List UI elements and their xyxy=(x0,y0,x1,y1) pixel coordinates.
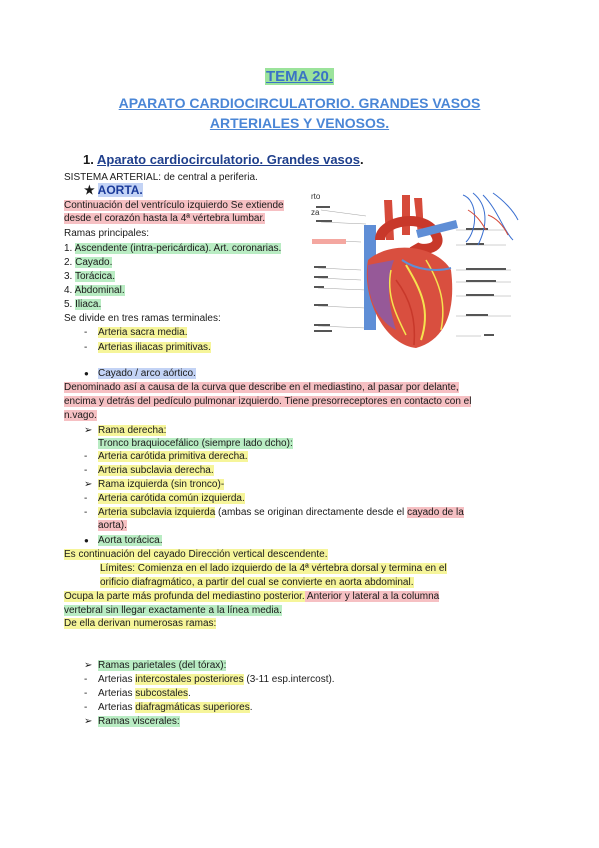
section-heading-period: . xyxy=(359,152,364,167)
list-item: ➢ Rama derecha: xyxy=(84,425,167,436)
list-item: - Arterias diafragmáticas superiores. xyxy=(84,702,253,713)
list-item: 3. Torácica. xyxy=(64,271,115,282)
list-item: - Arterias intercostales posteriores (3-11 esp.intercost). xyxy=(84,674,335,685)
list-item: - Arterias iliacas primitivas. xyxy=(84,342,211,353)
text-line: n.vago. xyxy=(64,410,97,421)
topic-title: TEMA 20. xyxy=(266,68,333,85)
text-line: aorta). xyxy=(98,520,127,531)
inset-svg xyxy=(458,190,520,248)
circulation-inset-diagram xyxy=(458,190,520,248)
list-item: - Arterias subcostales. xyxy=(84,688,191,699)
list-item: 5. Iliaca. xyxy=(64,299,102,310)
text-line: Es continuación del cayado Dirección vertical descendente. xyxy=(64,549,328,560)
subtitle xyxy=(0,93,599,133)
section-number: 1. xyxy=(83,152,94,167)
list-item: 2. Cayado. xyxy=(64,257,113,268)
text-line: De ella derivan numerosas ramas: xyxy=(64,618,217,629)
section-heading-text: Aparato cardiocirculatorio. Grandes vasos xyxy=(96,152,360,167)
list-item: ● Cayado / arco aórtico. xyxy=(84,368,196,379)
star-icon: ★ xyxy=(84,183,95,197)
aorta-label: AORTA. xyxy=(97,183,143,197)
list-item: - Arteria subclavia derecha. xyxy=(84,465,214,476)
text-line: vertebral sin llegar exactamente a la línea media. xyxy=(64,605,282,616)
list-item: ➢ Ramas parietales (del tórax): xyxy=(84,660,227,671)
section-heading xyxy=(83,152,364,167)
list-item: 4. Abdominal. xyxy=(64,285,125,296)
text-line: Denominado así a causa de la curva que describe en el mediastino, al pasar por delante, xyxy=(64,382,459,393)
list-item: ➢ Rama izquierda (sin tronco)- xyxy=(84,479,225,490)
subtitle-line-1: APARATO CARDIOCIRCULATORIO. GRANDES VASOS xyxy=(118,95,481,111)
list-item: - Arteria subclavia izquierda (ambas se originan directamente desde el cayado de la xyxy=(84,507,464,518)
list-item: 1. Ascendente (intra-pericárdica). Art. coronarias. xyxy=(64,243,282,254)
list-item: - Arteria sacra media. xyxy=(84,327,188,338)
text-line: Ocupa la parte más profunda del mediastino posterior. Anterior y lateral a la columna xyxy=(64,591,440,602)
text-line: Límites: Comienza en el lado izquierdo de la 4ª vértebra dorsal y termina en el xyxy=(100,563,447,574)
list-item: - Arteria carótida común izquierda. xyxy=(84,493,245,504)
text-line: SISTEMA ARTERIAL: de central a periferia. xyxy=(64,172,258,183)
subtitle-line-2: ARTERIALES Y VENOSOS. xyxy=(209,115,390,131)
text-line: Ramas principales: xyxy=(64,228,150,239)
figure-ref: rto xyxy=(311,192,321,201)
text-line: desde el corazón hasta la 4ª vértebra lumbar. xyxy=(64,213,266,224)
list-item: - Arteria carótida primitiva derecha. xyxy=(84,451,248,462)
text-line: Tronco braquiocefálico (siempre lado dcho): xyxy=(98,438,293,449)
text-line: Se divide en tres ramas terminales: xyxy=(64,313,221,324)
figure-ref: za xyxy=(311,208,320,217)
list-item: ● Aorta torácica. xyxy=(84,535,163,546)
aorta-heading xyxy=(84,183,143,197)
text-line: encima y detrás del pedículo pulmonar izquierdo. Tiene presorreceptores en contacto con el xyxy=(64,396,472,407)
list-item: ➢ Ramas viscerales: xyxy=(84,716,180,727)
text-line: orificio diafragmático, a partir del cual se convierte en aorta abdominal. xyxy=(100,577,414,588)
text-line: Continuación del ventrículo izquierdo Se extiende xyxy=(64,200,284,211)
